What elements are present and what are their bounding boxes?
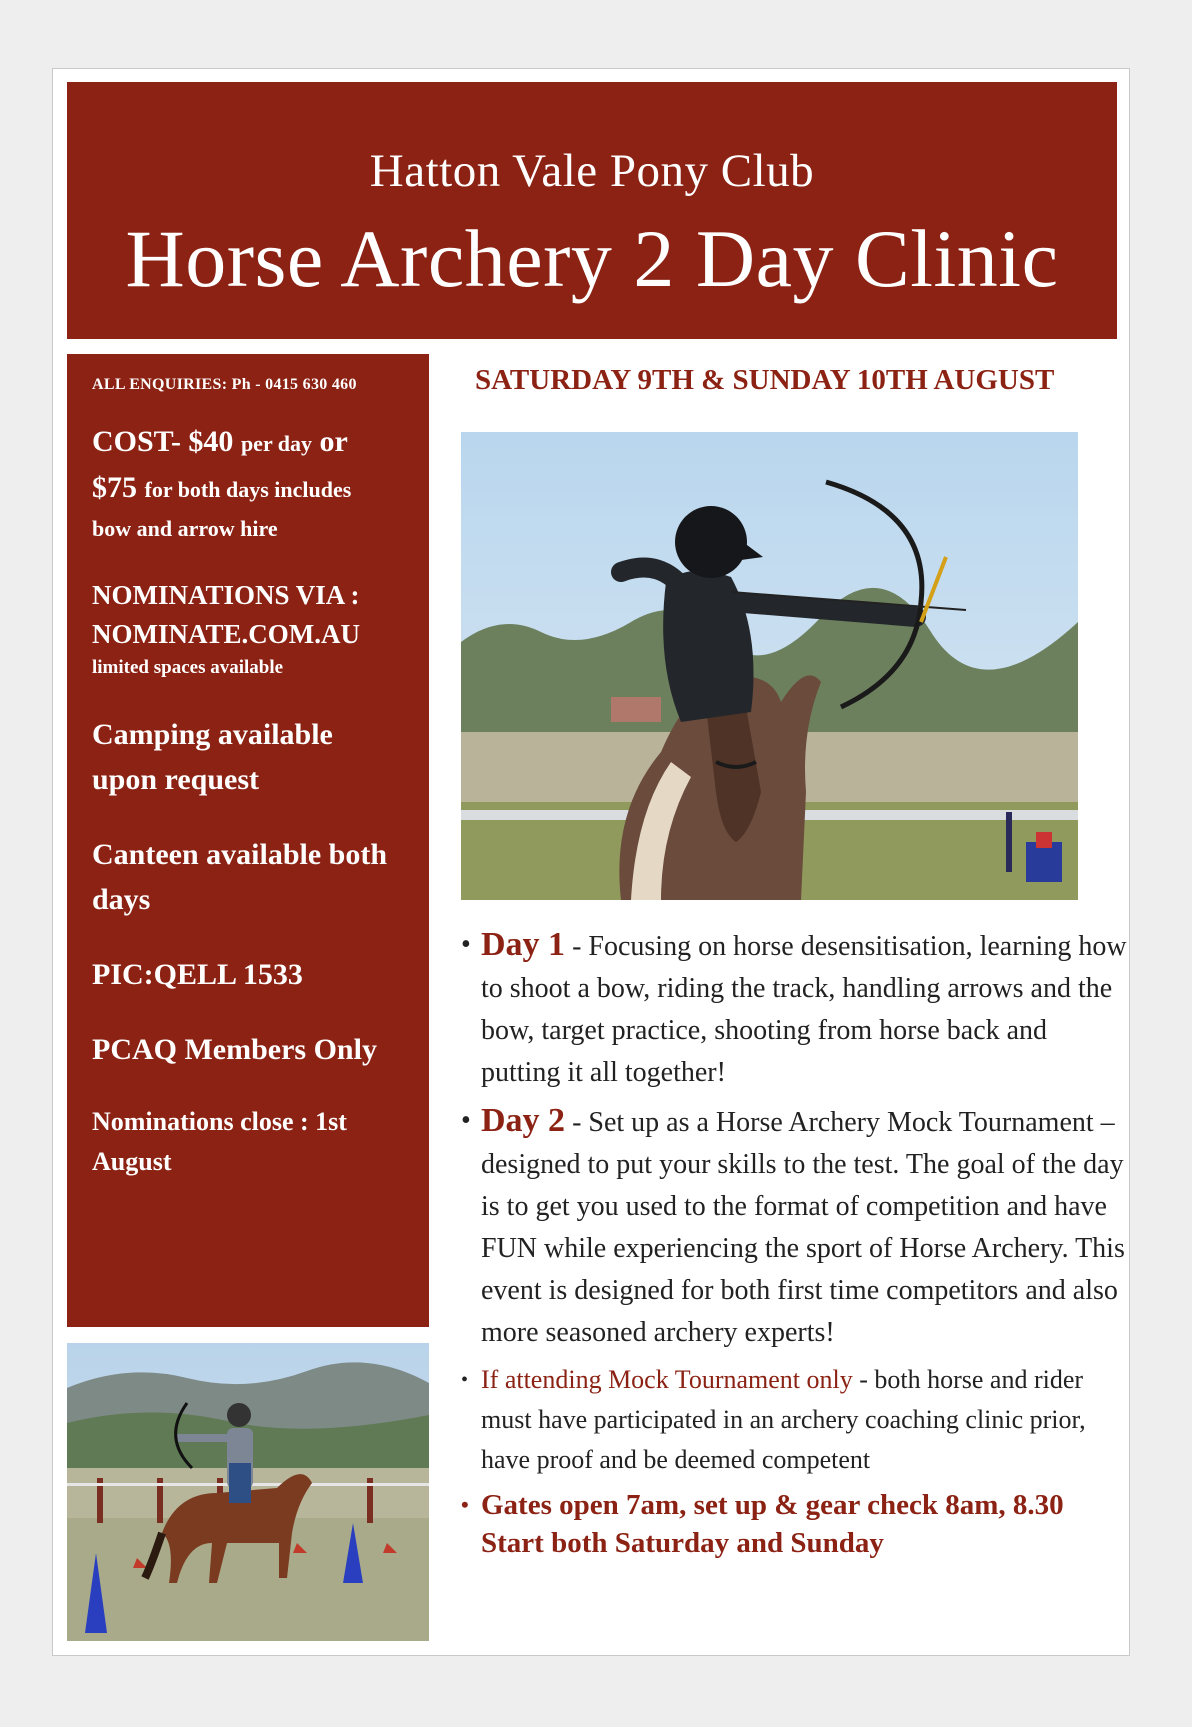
nominations-line2: NOMINATE.COM.AU — [92, 619, 360, 649]
flyer-page — [52, 68, 1130, 1656]
list-item-day2 — [461, 1100, 1131, 1354]
mock-text: - both horse and rider must have participated in an archery coaching clinic prior, have proof and be deemed competent — [481, 1365, 1086, 1474]
day1-text: - Focusing on horse desensitisation, learning how to shoot a bow, riding the track, handling arrows and the bow, target practice, shooting from horse back and putting it all together! — [481, 931, 1127, 1088]
list-item-gates — [461, 1486, 1131, 1562]
header-banner — [67, 82, 1117, 339]
cost-per-day: per day — [240, 431, 313, 456]
list-item-day1 — [461, 924, 1131, 1094]
list-item-mock-tournament — [461, 1360, 1131, 1480]
horse-archer-photo — [461, 432, 1078, 900]
mock-highlight: If attending Mock Tournament only — [481, 1365, 853, 1394]
bullet-dot: • — [461, 929, 471, 960]
rider-photo-small — [67, 1343, 429, 1641]
event-title: Horse Archery 2 Day Clinic — [125, 213, 1059, 304]
day2-text: - Set up as a Horse Archery Mock Tournament – designed to put your skills to the test. The goal of the day is to get you used to the format of competition and have FUN while experiencing the sport of Horse Archery. This event is designed for both first time competitors and also more seasoned archery experts! — [481, 1107, 1125, 1348]
day2-label: Day 2 — [481, 1102, 566, 1139]
cost-block — [92, 420, 405, 546]
members-text: PCAQ Members Only — [92, 1033, 377, 1066]
camping-text: Camping available upon request — [92, 718, 333, 796]
bullet-dot: • — [461, 1492, 469, 1517]
cost-hire: bow and arrow hire — [92, 516, 278, 541]
day1-label: Day 1 — [481, 926, 566, 963]
bullet-dot: • — [461, 1369, 469, 1391]
cost-prefix: COST- $40 — [92, 425, 234, 458]
info-sidebar — [67, 354, 429, 1327]
enquiries-text: ALL ENQUIRIES: Ph - 0415 630 460 — [92, 376, 357, 393]
canteen-text: Canteen available both days — [92, 838, 388, 916]
event-details-list — [461, 924, 1131, 1562]
limited-spaces: limited spaces available — [92, 657, 284, 678]
gates-text: Gates open 7am, set up & gear check 8am, 8.30 Start both Saturday and Sunday — [481, 1489, 1064, 1559]
nominations-line1: NOMINATIONS VIA : — [92, 580, 360, 610]
nominations-close: Nominations close : 1st August — [92, 1107, 347, 1176]
club-name: Hatton Vale Pony Club — [369, 145, 815, 197]
cost-or: or — [319, 425, 348, 458]
cost-both-suffix: for both days includes — [144, 477, 352, 502]
event-dates: SATURDAY 9TH & SUNDAY 10TH AUGUST — [475, 364, 1055, 396]
pic-text: PIC:QELL 1533 — [92, 958, 303, 991]
cost-both: $75 — [92, 471, 137, 504]
nominations-block — [92, 576, 405, 682]
bullet-dot: • — [461, 1105, 471, 1136]
